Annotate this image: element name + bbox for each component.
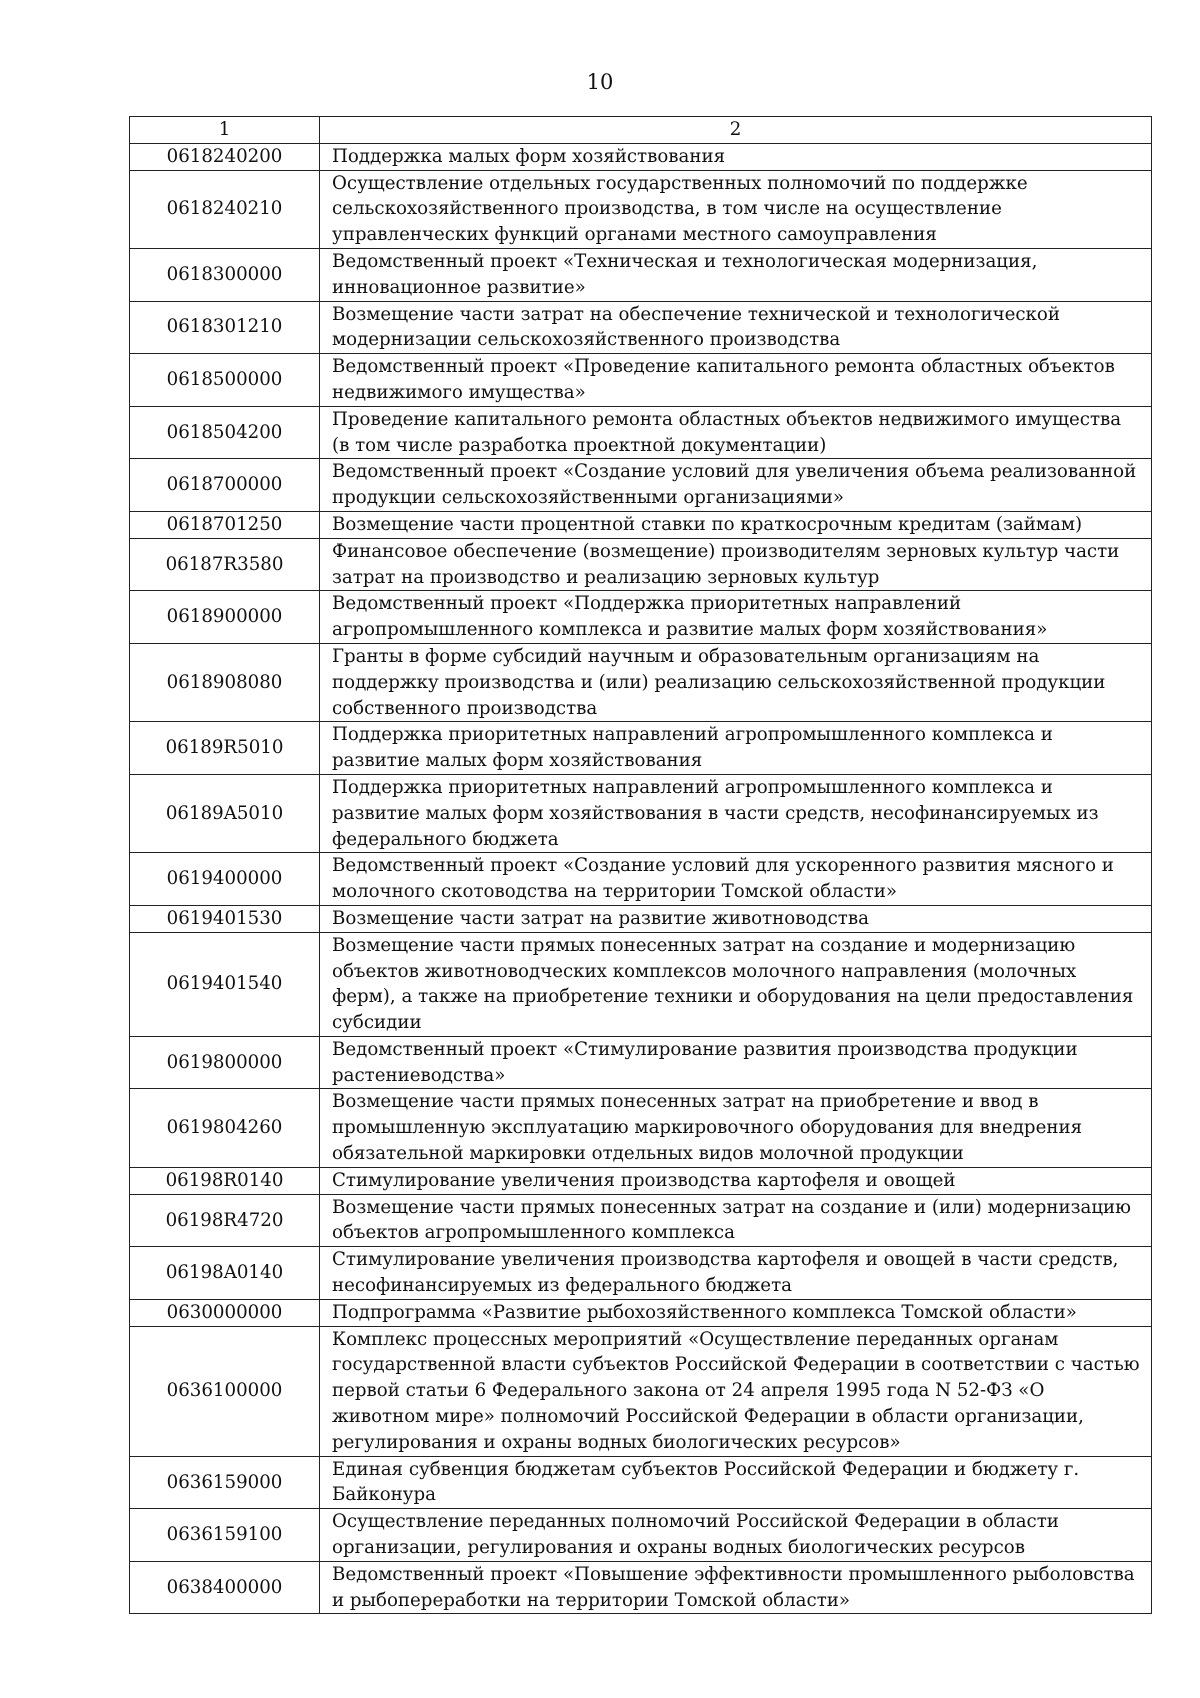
code-cell: 0618900000 [130,591,320,644]
table-row [130,591,1152,644]
table-row [130,143,1152,170]
code-cell: 0618701250 [130,511,320,538]
table-row [130,643,1152,721]
description-cell: Ведомственный проект «Проведение капитального ремонта областных объектов недвижимого имущества» [320,354,1152,407]
code-cell: 0618301210 [130,301,320,354]
description-cell: Осуществление переданных полномочий Российской Федерации в области организации, регулирования и охраны водных биологических ресурсов [320,1509,1152,1562]
description-cell: Поддержка приоритетных направлений агропромышленного комплекса и развитие малых форм хозяйствования в части средств, несофинансируемых из федерального бюджета [320,774,1152,852]
table-row [130,170,1152,248]
code-cell: 0630000000 [130,1299,320,1326]
description-cell: Возмещение части прямых понесенных затрат на приобретение и ввод в промышленную эксплуатацию маркировочного оборудования для внедрения обязательной маркировки отдельных видов молочной продукции [320,1089,1152,1167]
table-header-row [130,117,1152,144]
code-cell: 0618300000 [130,248,320,301]
code-cell: 0619800000 [130,1036,320,1089]
description-cell: Ведомственный проект «Повышение эффективности промышленного рыболовства и рыбопереработки на территории Томской области» [320,1561,1152,1614]
code-cell: 06198R0140 [130,1167,320,1194]
description-cell: Осуществление отдельных государственных полномочий по поддержке сельскохозяйственного производства, в том числе на осуществление управленческих функций органами местного самоуправления [320,170,1152,248]
table-row [130,1326,1152,1456]
code-cell: 0636159000 [130,1456,320,1509]
description-cell: Возмещение части прямых понесенных затрат на создание и (или) модернизацию объектов агропромышленного комплекса [320,1194,1152,1247]
page-number: 10 [586,70,614,94]
table-row [130,459,1152,512]
description-cell: Стимулирование увеличения производства картофеля и овощей в части средств, несофинансируемых из федерального бюджета [320,1247,1152,1300]
column-header-code: 1 [130,117,320,144]
code-cell: 0619804260 [130,1089,320,1167]
table-row [130,1247,1152,1300]
table-row [130,722,1152,775]
code-cell: 06198R4720 [130,1194,320,1247]
code-cell: 06189R5010 [130,722,320,775]
table-row [130,354,1152,407]
table-row [130,774,1152,852]
code-cell: 0618504200 [130,406,320,459]
code-cell: 0619401540 [130,932,320,1036]
description-cell: Возмещение части процентной ставки по краткосрочным кредитам (займам) [320,511,1152,538]
description-cell: Проведение капитального ремонта областных объектов недвижимого имущества (в том числе разработка проектной документации) [320,406,1152,459]
table-row [130,301,1152,354]
table-row [130,406,1152,459]
code-cell: 0618908080 [130,643,320,721]
table-row [130,511,1152,538]
table-row [130,1509,1152,1562]
description-cell: Ведомственный проект «Поддержка приоритетных направлений агропромышленного комплекса и развитие малых форм хозяйствования» [320,591,1152,644]
code-cell: 0618700000 [130,459,320,512]
code-cell: 0636159100 [130,1509,320,1562]
table-row [130,1167,1152,1194]
table-row [130,1194,1152,1247]
description-cell: Ведомственный проект «Стимулирование развития производства продукции растениеводства» [320,1036,1152,1089]
table-row [130,1036,1152,1089]
table-row [130,538,1152,591]
code-cell: 0636100000 [130,1326,320,1456]
description-cell: Возмещение части прямых понесенных затрат на создание и модернизацию объектов животноводческих комплексов молочного направления (молочных ферм), а также на приобретение техники и оборудования на цели предоставления субсидии [320,932,1152,1036]
code-cell: 06187R3580 [130,538,320,591]
table-row [130,932,1152,1036]
table-row [130,1089,1152,1167]
table-row [130,1456,1152,1509]
description-cell: Единая субвенция бюджетам субъектов Российской Федерации и бюджету г. Байконура [320,1456,1152,1509]
description-cell: Подпрограмма «Развитие рыбохозяйственного комплекса Томской области» [320,1299,1152,1326]
description-cell: Ведомственный проект «Техническая и технологическая модернизация, инновационное развитие» [320,248,1152,301]
description-cell: Ведомственный проект «Создание условий для увеличения объема реализованной продукции сельскохозяйственными организациями» [320,459,1152,512]
description-cell: Возмещение части затрат на обеспечение технической и технологической модернизации сельскохозяйственного производства [320,301,1152,354]
table-row [130,248,1152,301]
description-cell: Комплекс процессных мероприятий «Осуществление переданных органам государственной власти субъектов Российской Федерации в соответствии с частью первой статьи 6 Федерального закона от 24 апреля 1995 года N 52-ФЗ «О животном мире» полномочий Российской Федерации в области организации, регулирования и охраны водных биологических ресурсов» [320,1326,1152,1456]
table-row [130,905,1152,932]
description-cell: Ведомственный проект «Создание условий для ускоренного развития мясного и молочного скотоводства на территории Томской области» [320,853,1152,906]
description-cell: Возмещение части затрат на развитие животноводства [320,905,1152,932]
code-cell: 0618240200 [130,143,320,170]
code-cell: 0619400000 [130,853,320,906]
description-cell: Гранты в форме субсидий научным и образовательным организациям на поддержку производства и (или) реализацию сельскохозяйственной продукции собственного производства [320,643,1152,721]
description-cell: Стимулирование увеличения производства картофеля и овощей [320,1167,1152,1194]
table-row [130,853,1152,906]
code-cell: 0619401530 [130,905,320,932]
description-cell: Финансовое обеспечение (возмещение) производителям зерновых культур части затрат на производство и реализацию зерновых культур [320,538,1152,591]
description-cell: Поддержка малых форм хозяйствования [320,143,1152,170]
code-cell: 06189A5010 [130,774,320,852]
description-cell: Поддержка приоритетных направлений агропромышленного комплекса и развитие малых форм хозяйствования [320,722,1152,775]
table-row [130,1561,1152,1614]
table-row [130,1299,1152,1326]
code-cell: 0638400000 [130,1561,320,1614]
column-header-description: 2 [320,117,1152,144]
budget-code-table [129,116,1152,1614]
code-cell: 0618500000 [130,354,320,407]
code-cell: 06198A0140 [130,1247,320,1300]
code-cell: 0618240210 [130,170,320,248]
